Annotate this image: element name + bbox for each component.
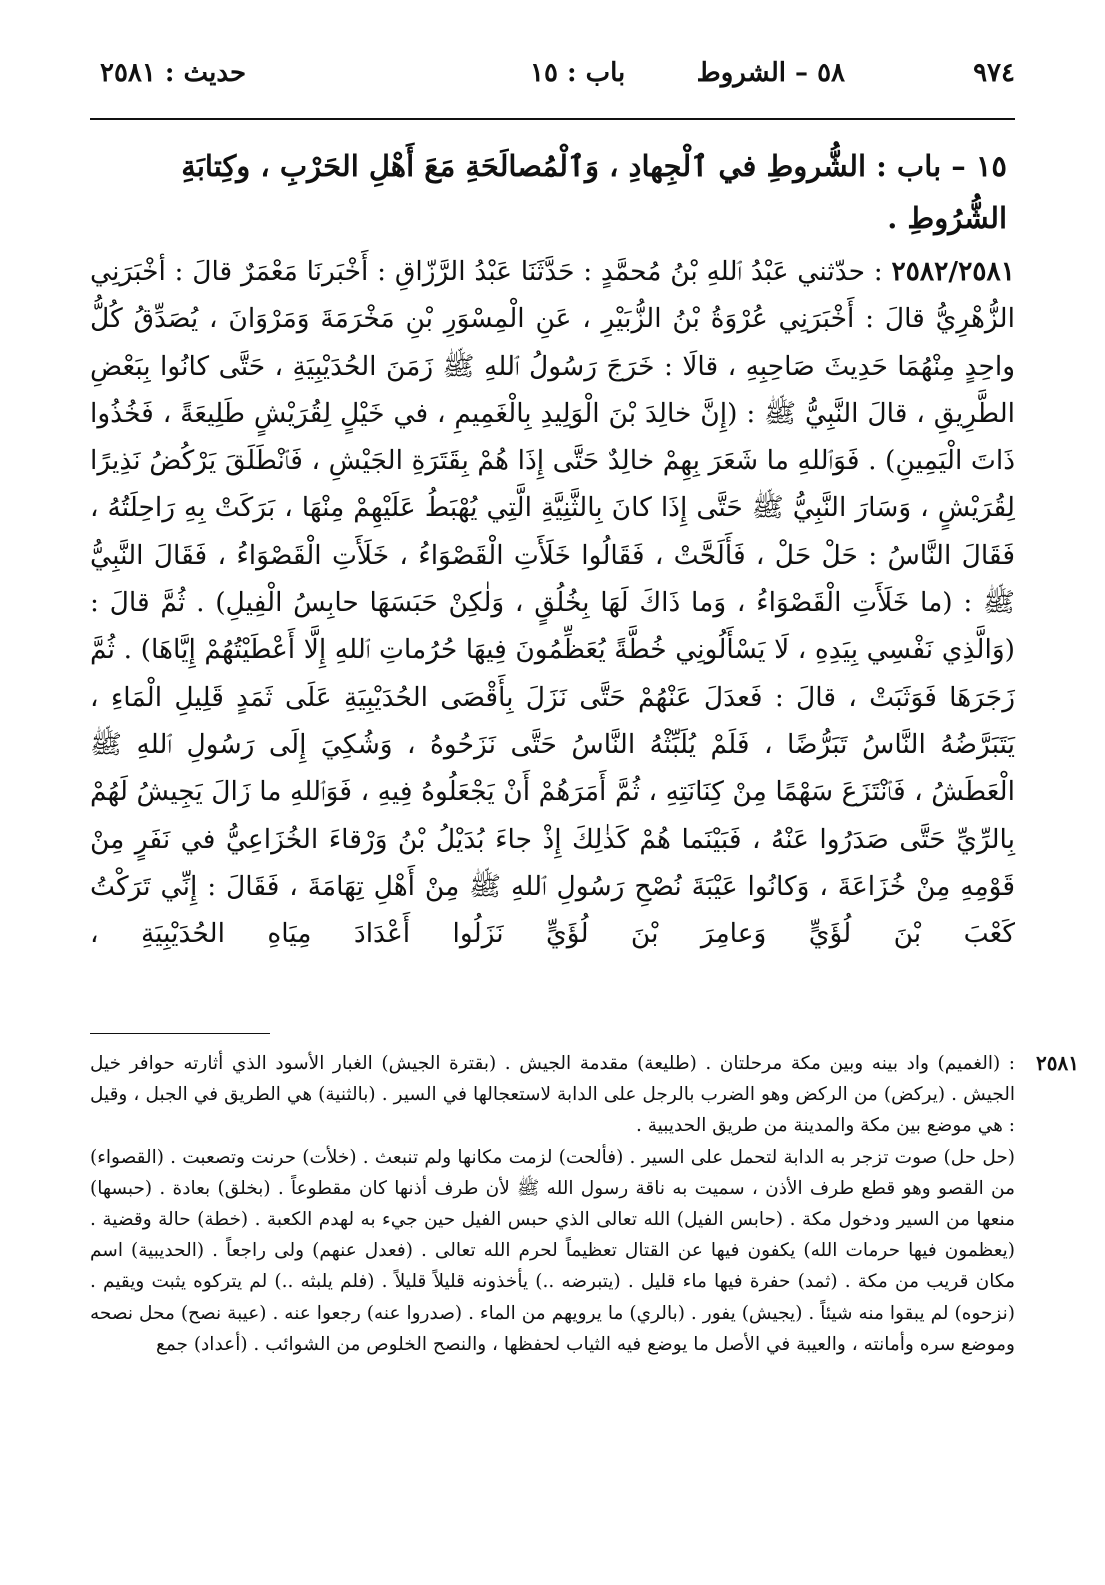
footnote-paragraph: : (الغميم) واد بينه وبين مكة مرحلتان . (طليعة) مقدمة الجيش . (بقترة الجيش) الغبار الأسود الذي أثارته حوافر خيل الجيش . (يركض) من الركض وهو الضرب بالرجل على الدابة لاستعجالها في السير . (بالثنية) هي الطريق في الجبل ، وقيل : هي موضع بين مكة والمدينة من طريق الحديبية .	[90, 1053, 1015, 1137]
hadith-body	[90, 248, 1015, 957]
footnote-number: ٢٥٨١	[1036, 1051, 1079, 1075]
header-divider	[90, 118, 1015, 120]
footnote-paragraph: (حل حل) صوت تزجر به الدابة لتحمل على السير . (فألحت) لزمت مكانها ولم تنبعث . (خلأت) حرنت وتصعبت . (القصواء) من القصو وهو قطع طرف الأذن ، سميت به ناقة رسول الله ﷺ لأن طرف أذنها كان مقطوعاً . (بخلق) بعادة . (حبسها) منعها من السير ودخول مكة . (حابس الفيل) الله تعالى الذي حبس الفيل حين جيء به لهدم الكعبة . (خطة) حالة وقضية . (يعظمون فيها حرمات الله) يكفون فيها عن القتال تعظيماً لحرم الله تعالى . (فعدل عنهم) ولى راجعاً . (الحديبية) اسم مكان قريب من مكة . (ثمد) حفرة فيها ماء قليل . (يتبرضه ..) يأخذونه قليلاً قليلاً . (فلم يلبثه ..) لم يتركوه يثبت ويقيم . (نزحوه) لم يبقوا منه شيئاً . (يجيش) يفور . (بالري) ما يرويهم من الماء . (صدروا عنه) رجعوا عنه . (عيبة نصح) محل نصحه وموضع سره وأمانته ، والعيبة في الأصل ما يوضع فيه الثياب لحفظها ، والنصح الخلوص من الشوائب . (أعداد) جمع	[90, 1146, 1015, 1355]
chapter-reference: باب : ١٥	[530, 58, 626, 88]
hadith-text: : حدّثني عَبْدُ ٱللهِ بْنُ مُحمَّدٍ : حَدَّثَنَا عَبْدُ الرَّزّاقِ : أَخْبَرنَا مَعْمَرٌ قالَ : أخْبَرَنِي الزُّهْرِيُّ قالَ : أَخْبَرَنِي عُرْوَةُ بْنُ الزُّبَيْرِ ، عَنِ الْمِسْوَرِ بْنِ مَخْرَمَةَ وَمَرْوَانَ ، يُصَدِّقُ كُلُّ واحِدٍ مِنْهُمَا حَدِيثَ صَاحِبِهِ ، قالَا : خَرَجَ رَسُولُ ٱللهِ ﷺ زَمَنَ الحُدَيْبِيَةِ ، حَتَّى كانُوا بِبَعْضِ الطَّرِيقِ ، قالَ النَّبِيُّ ﷺ : (إِنَّ خالِدَ بْنَ الْوَلِيدِ بِالْغَمِيمِ ، في خَيْلٍ لِقُرَيْشٍ طَلِيعَةً ، فَخُذُوا ذَاتَ الْيَمِينِ) . فَوَٱللهِ ما شَعَرَ بِهِمْ خالِدٌ حَتَّى إِذَا هُمْ بِقَتَرَةِ الجَيْشِ ، فَٱنْطَلَقَ يَرْكُضُ نَذِيرًا لِقُرَيْشٍ ، وَسَارَ النَّبِيُّ ﷺ حَتَّى إِذَا كانَ بِالثَّنِيَّةِ الَّتِي يُهْبَطُ عَلَيْهِمْ مِنْهَا ، بَرَكَتْ بِهِ رَاحِلَتُهُ ، فَقَالَ النَّاسُ : حَلْ حَلْ ، فَأَلَحَّتْ ، فَقَالُوا خَلَأَتِ الْقَصْوَاءُ ، خَلَأَتِ الْقَصْوَاءُ ، فَقَالَ النَّبِيُّ ﷺ : (ما خَلَأَتِ الْقَصْوَاءُ ، وَما ذَاكَ لَهَا بِخُلُقٍ ، وَلٰكِنْ حَبَسَهَا حابِسُ الْفِيلِ) . ثُمَّ قالَ : (وَالَّذِي نَفْسِي بِيَدِهِ ، لَا يَسْأَلُونِي خُطَّةً يُعَظِّمُونَ فِيهَا حُرُماتِ ٱللهِ إِلَّا أَعْطَيْتُهُمْ إِيَّاهَا) . ثُمَّ زَجَرَهَا فَوَثَبَتْ ، قالَ : فَعدَلَ عَنْهُمْ حَتَّى نَزَلَ بِأَقْصَى الحُدَيْبِيَةِ عَلَى ثَمَدٍ قَلِيلِ الْمَاءِ ، يَتَبَرَّضُهُ النَّاسُ تَبَرُّضًا ، فَلَمْ يُلَبِّثْهُ النَّاسُ حَتَّى نَزَحُوهُ ، وَشُكِيَ إِلَى رَسُولِ ٱللهِ ﷺ الْعَطَشُ ، فَٱنْتَزَعَ سَهْمًا مِنْ كِنَانَتِهِ ، ثُمَّ أَمَرَهُمْ أَنْ يَجْعَلُوهُ فِيهِ ، فَوَٱللهِ ما زَالَ يَجِيشُ لَهُمْ بِالرِّيِّ حَتَّى صَدَرُوا عَنْهُ ، فَبَيْنَما هُمْ كَذٰلِكَ إِذْ جاءَ بُدَيْلُ بْنُ وَرْقاءَ الخُزَاعِيُّ في نَفَرٍ مِنْ قَوْمِهِ مِنْ خُزَاعَةَ ، وَكانُوا عَيْبَةَ نُصْحِ رَسُولِ ٱللهِ ﷺ مِنْ أَهْلِ تِهَامَةَ ، فَقَالَ : إِنِّي تَرَكْتُ كَعْبَ بْنَ لُؤَيٍّ وَعامِرَ بْنَ لُؤَيٍّ نَزَلُوا أَعْدَادَ مِيَاهِ الحُدَيْبِيَةِ ،	[90, 256, 1015, 950]
hadith-number: ٢٥٨٢/٢٥٨١	[891, 256, 1015, 287]
page-number: ٩٧٤	[973, 58, 1015, 88]
footnotes	[90, 1048, 1079, 1360]
hadith-reference: حديث : ٢٥٨١	[100, 58, 247, 88]
chapter-title: ١٥ – باب : الشُّروطِ في ٱلْجِهادِ ، وَٱلْمُصالَحَةِ مَعَ أَهْلِ الحَرْبِ ، وكِتابَةِ الشُّرُوطِ .	[181, 149, 1007, 235]
book-title: ٥٨ – الشروط	[696, 58, 845, 88]
footnote-divider	[90, 1033, 270, 1034]
main-text	[90, 140, 1015, 957]
running-header	[90, 58, 1015, 98]
